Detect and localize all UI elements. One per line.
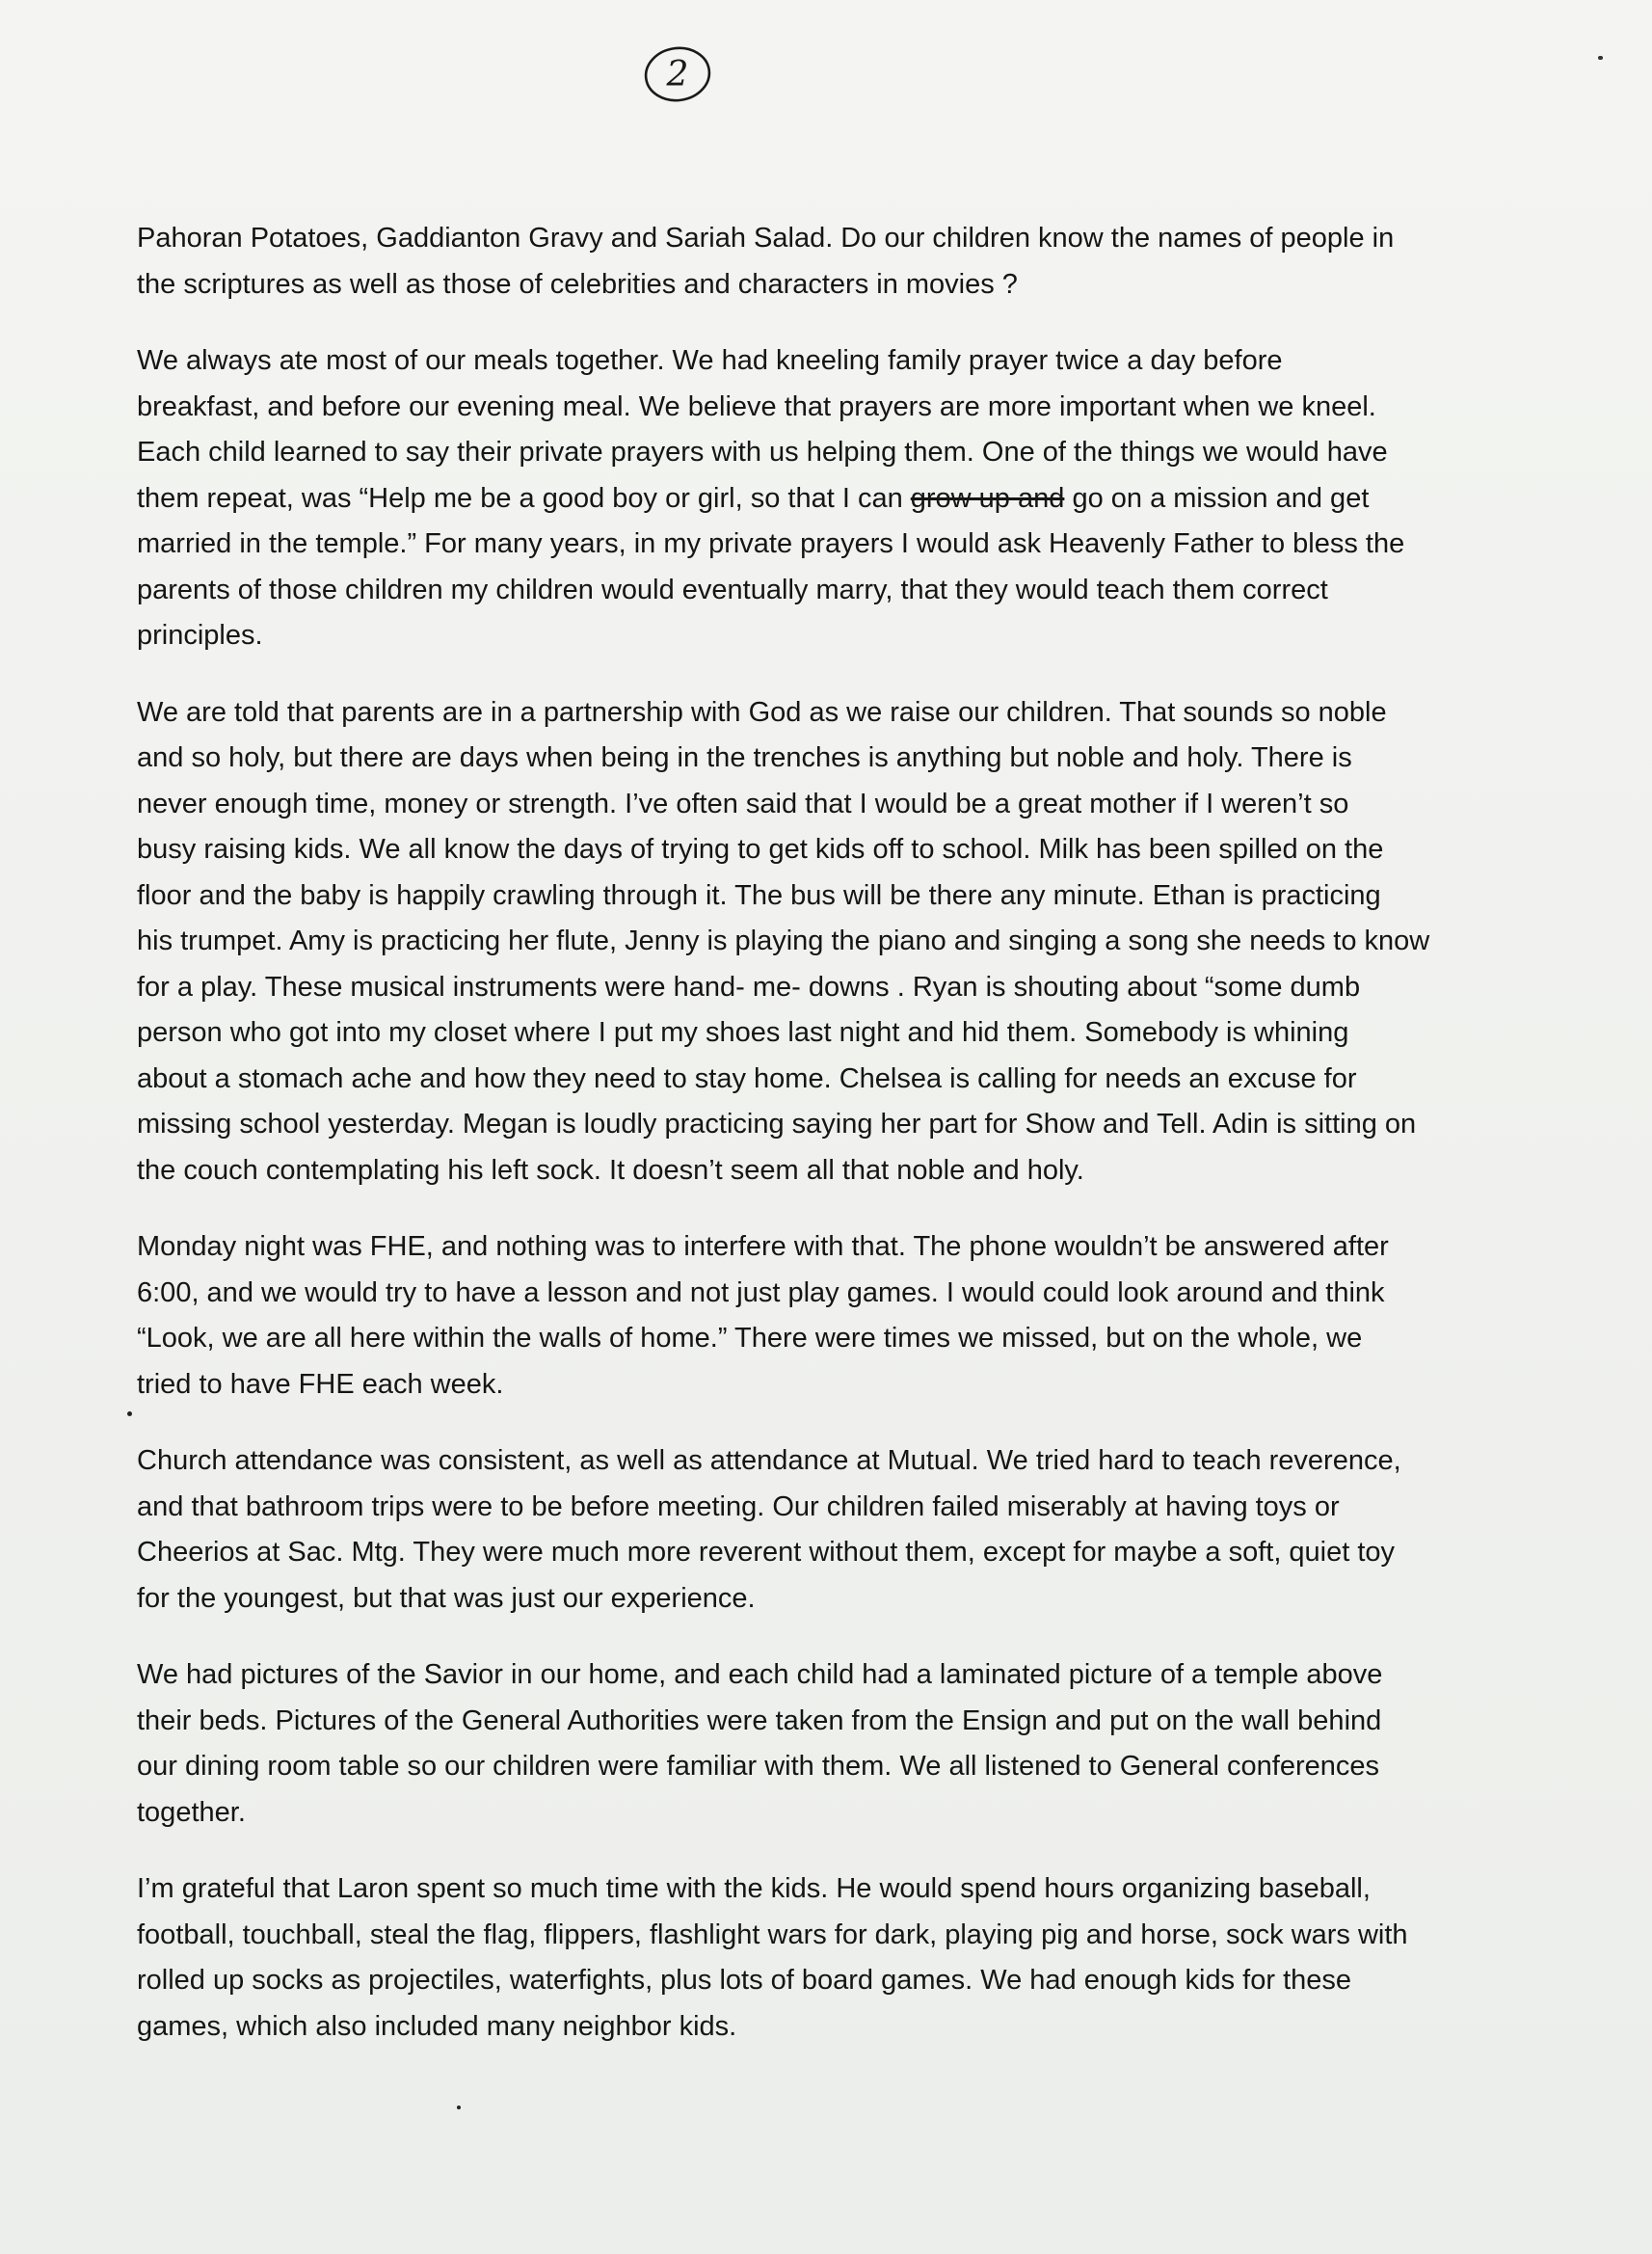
line-end-text: go on a mission and get [1064, 482, 1370, 514]
paragraph [137, 338, 1525, 659]
text-line: person who got into my closet where I put my shoes last night and hid them. Somebody is whining [137, 1017, 1349, 1048]
text-line: for the youngest, but that was just our experience. [137, 1582, 756, 1614]
text-line: busy raising kids. We all know the days of trying to get kids off to school. Milk has been spilled on the [137, 834, 1384, 865]
text-line: Monday night was FHE, and nothing was to interfere with that. The phone wouldn’t be answered after [137, 1231, 1389, 1262]
text-line: their beds. Pictures of the General Authorities were taken from the Ensign and put on the wall behind [137, 1704, 1382, 1736]
text-line: married in the temple.” For many years, in my private prayers I would ask Heavenly Father to bless the [137, 528, 1405, 559]
text-line: games, which also included many neighbor kids. [137, 2010, 737, 2042]
text-line: 6:00, and we would try to have a lesson and not just play games. I would could look around and think [137, 1276, 1385, 1308]
text-line: floor and the baby is happily crawling through it. The bus will be there any minute. Ethan is practicing [137, 879, 1381, 911]
letter-body [137, 216, 1525, 2080]
text-line: the couch contemplating his left sock. It doesn’t seem all that noble and holy. [137, 1154, 1084, 1186]
text-line: for a play. These musical instruments were hand- me- downs . Ryan is shouting about “some dumb [137, 971, 1361, 1003]
handwritten-page-number [642, 42, 713, 106]
text-line: his trumpet. Amy is practicing her flute, Jenny is playing the piano and singing a song she needs to know [137, 926, 1430, 956]
text-line: Church attendance was consistent, as well as attendance at Mutual. We tried hard to teach reverence, [137, 1445, 1401, 1476]
text-line: principles. [137, 620, 263, 651]
stray-mark [127, 1411, 132, 1416]
text-line: I’m grateful that Laron spent so much time with the kids. He would spend hours organizing baseball, [137, 1873, 1371, 1904]
text-line: We always ate most of our meals together. We had kneeling family prayer twice a day before [137, 345, 1283, 376]
text-line: We are told that parents are in a partnership with God as we raise our children. That sounds so noble [137, 696, 1387, 728]
text-line: Pahoran Potatoes, Gaddianton Gravy and Sariah Salad. Do our children know the names of people in [137, 223, 1395, 254]
page-number-text: 2 [666, 55, 689, 94]
paragraph [137, 1438, 1525, 1622]
text-line: We had pictures of the Savior in our home, and each child had a laminated picture of a temple above [137, 1659, 1383, 1690]
text-line: and that bathroom trips were to be before meeting. Our children failed miserably at having toys or [137, 1490, 1340, 1522]
text-line: our dining room table so our children were familiar with them. We all listened to General conferences [137, 1751, 1379, 1782]
text-line-with-strikethrough [137, 476, 1525, 523]
paragraph [137, 1224, 1525, 1408]
corner-mark [1598, 56, 1603, 60]
text-line: parents of those children my children would eventually marry, that they would teach them correct [137, 574, 1328, 605]
line-start-text: them repeat, was “Help me be a good boy or girl, so that I can [137, 482, 911, 514]
text-line: rolled up socks as projectiles, waterfights, plus lots of board games. We had enough kids for these [137, 1965, 1352, 1996]
text-line: Each child learned to say their private prayers with us helping them. One of the things we would have [137, 437, 1388, 468]
text-line: tried to have FHE each week. [137, 1368, 504, 1400]
text-line: football, touchball, steal the flag, flippers, flashlight wars for dark, playing pig and horse, sock wars with [137, 1919, 1408, 1950]
paragraph [137, 1652, 1525, 1836]
text-line: together. [137, 1796, 246, 1828]
text-line: missing school yesterday. Megan is loudly practicing saying her part for Show and Tell. Adin is sitting on [137, 1109, 1417, 1140]
stray-mark [457, 2106, 461, 2109]
text-line: and so holy, but there are days when being in the trenches is anything but noble and holy. There is [137, 742, 1352, 773]
paragraph [137, 1866, 1525, 2050]
struck-out-text: grow up and [910, 482, 1065, 514]
paragraph [137, 690, 1525, 1194]
text-line: “Look, we are all here within the walls of home.” There were times we missed, but on the whole, we [137, 1323, 1363, 1354]
text-line: breakfast, and before our evening meal. We believe that prayers are more important when we kneel. [137, 390, 1376, 422]
paragraph [137, 216, 1525, 308]
text-line: the scriptures as well as those of celebrities and characters in movies ? [137, 268, 1018, 300]
text-line: Cheerios at Sac. Mtg. They were much more reverent without them, except for maybe a soft, quiet toy [137, 1537, 1396, 1568]
text-line: never enough time, money or strength. I’ve often said that I would be a great mother if I weren’t so [137, 788, 1349, 819]
text-line: about a stomach ache and how they need to stay home. Chelsea is calling for needs an excuse for [137, 1062, 1357, 1094]
